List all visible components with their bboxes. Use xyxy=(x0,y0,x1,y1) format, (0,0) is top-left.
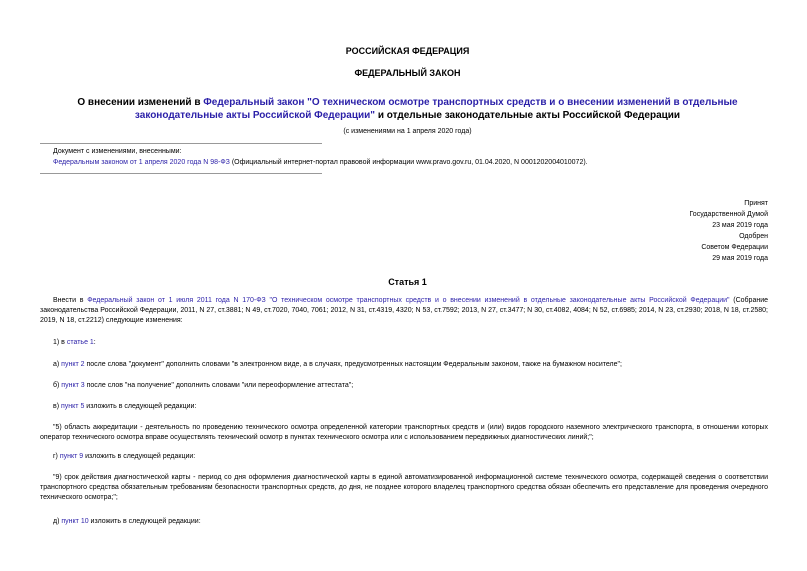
law-title xyxy=(40,96,775,122)
approved-date: 29 мая 2019 года xyxy=(712,255,768,262)
item-a-text: после слова "документ" дополнить словами "в электронном виде, а в случаях, предусмотренных настоящим Федеральным законом, также на бумажном носителе"; xyxy=(84,361,622,368)
changes-label: Документ с изменениями, внесенными: xyxy=(53,148,182,155)
article-heading: Статья 1 xyxy=(388,277,427,287)
item-a-marker: а) xyxy=(53,361,62,368)
article-1-link[interactable]: статье 1 xyxy=(66,339,94,346)
item-g xyxy=(40,452,768,462)
point-3-link[interactable]: пункт 3 xyxy=(61,382,85,389)
adoption-block xyxy=(689,198,768,264)
point-9-link[interactable]: пункт 9 xyxy=(59,453,84,460)
item-d-text: изложить в следующей редакции: xyxy=(88,518,201,525)
item-d xyxy=(40,517,768,527)
title-prefix: О внесении изменений в xyxy=(77,97,204,108)
item-g-marker: г) xyxy=(53,453,60,460)
act-type-heading: ФЕДЕРАЛЬНЫЙ ЗАКОН xyxy=(354,68,461,78)
quote-point-5: "5) область аккредитации - деятельность по проведению технического осмотра определенной категории транспортных средств и (или) видов городского наземного электрического транспорта, в отношении которых оператор технического осмотра вправе осуществлять технический осмотр в пунктах технического осмотра или с использованием передвижных диагностических линий;"; xyxy=(40,424,768,441)
title-suffix: и отдельные законодательные акты Российской Федерации xyxy=(375,110,681,121)
bottom-divider xyxy=(40,173,322,174)
title-law-link[interactable]: Федеральный закон "О техническом осмотре транспортных средств и о внесении изменений в отдельные законодательные акты Российской Федерации" xyxy=(134,97,738,121)
approved-by: Советом Федерации xyxy=(701,244,768,251)
item-v xyxy=(40,402,768,412)
article-intro xyxy=(40,296,768,326)
item-1-text: 1) в xyxy=(53,339,67,346)
law-170fz-link[interactable]: Федеральный закон от 1 июля 2011 года N 170-ФЗ "О техническом осмотре транспортных средств и о внесении изменений в отдельные законодательные акты Российской Федерации" xyxy=(87,297,730,304)
item-g-text: изложить в следующей редакции: xyxy=(83,453,196,460)
item-a xyxy=(40,360,768,370)
item-d-marker: д) xyxy=(53,518,62,525)
point-2-link[interactable]: пункт 2 xyxy=(61,361,85,368)
amended-note: (с изменениями на 1 апреля 2020 года) xyxy=(343,128,472,135)
item-v-marker: в) xyxy=(53,403,61,410)
point-10-link[interactable]: пункт 10 xyxy=(61,518,89,525)
top-divider xyxy=(40,143,322,144)
amending-law-link[interactable]: Федеральным законом от 1 апреля 2020 года N 98-ФЗ xyxy=(53,159,230,166)
changes-line xyxy=(53,157,588,168)
item-v-text: изложить в следующей редакции: xyxy=(84,403,197,410)
quote-point-9: "9) срок действия диагностической карты - период со дня оформления диагностической карты в единой автоматизированной информационной системе технического осмотра, содержащей сведения о соответствии транспортного средства обязательным требованиям безопасности транспортных средств, до дня, не позднее которого владелец транспортного средства обязан обеспечить его представление для проведения очередного технического осмотра;"; xyxy=(40,474,768,501)
item-1-colon: : xyxy=(93,339,96,346)
adopted-by: Государственной Думой xyxy=(689,211,768,218)
point-5-link[interactable]: пункт 5 xyxy=(61,403,85,410)
changes-source: (Официальный интернет-портал правовой информации www.pravo.gov.ru, 01.04.2020, N 0001202004010072). xyxy=(229,159,588,166)
intro-text: Внести в xyxy=(53,297,88,304)
adopted-date: 23 мая 2019 года xyxy=(712,222,768,229)
adopted-label: Принят xyxy=(744,200,768,207)
approved-label: Одобрен xyxy=(739,233,768,240)
item-b xyxy=(40,381,768,391)
item-1 xyxy=(40,338,768,348)
country-heading: РОССИЙСКАЯ ФЕДЕРАЦИЯ xyxy=(345,46,470,56)
item-b-marker: б) xyxy=(53,382,62,389)
intro-sources: (Собрание законодательства Российской Федерации, 2011, N 27, ст.3881; N 49, ст.7020, 7040, 7061; 2012, N 31, ст.4319, 4320; N 53, ст.7592; 2013, N 27, ст.3477; N 30, ст.4082, 4084; N 52, ст.6985; 2014, N 23, ст.2930; 2018, N 18, ст.2580; 2019, N 18, ст.2212) следующие изменения: xyxy=(40,297,769,324)
item-b-text: после слов "на получение" дополнить словами "или переоформление аттестата"; xyxy=(84,382,354,389)
